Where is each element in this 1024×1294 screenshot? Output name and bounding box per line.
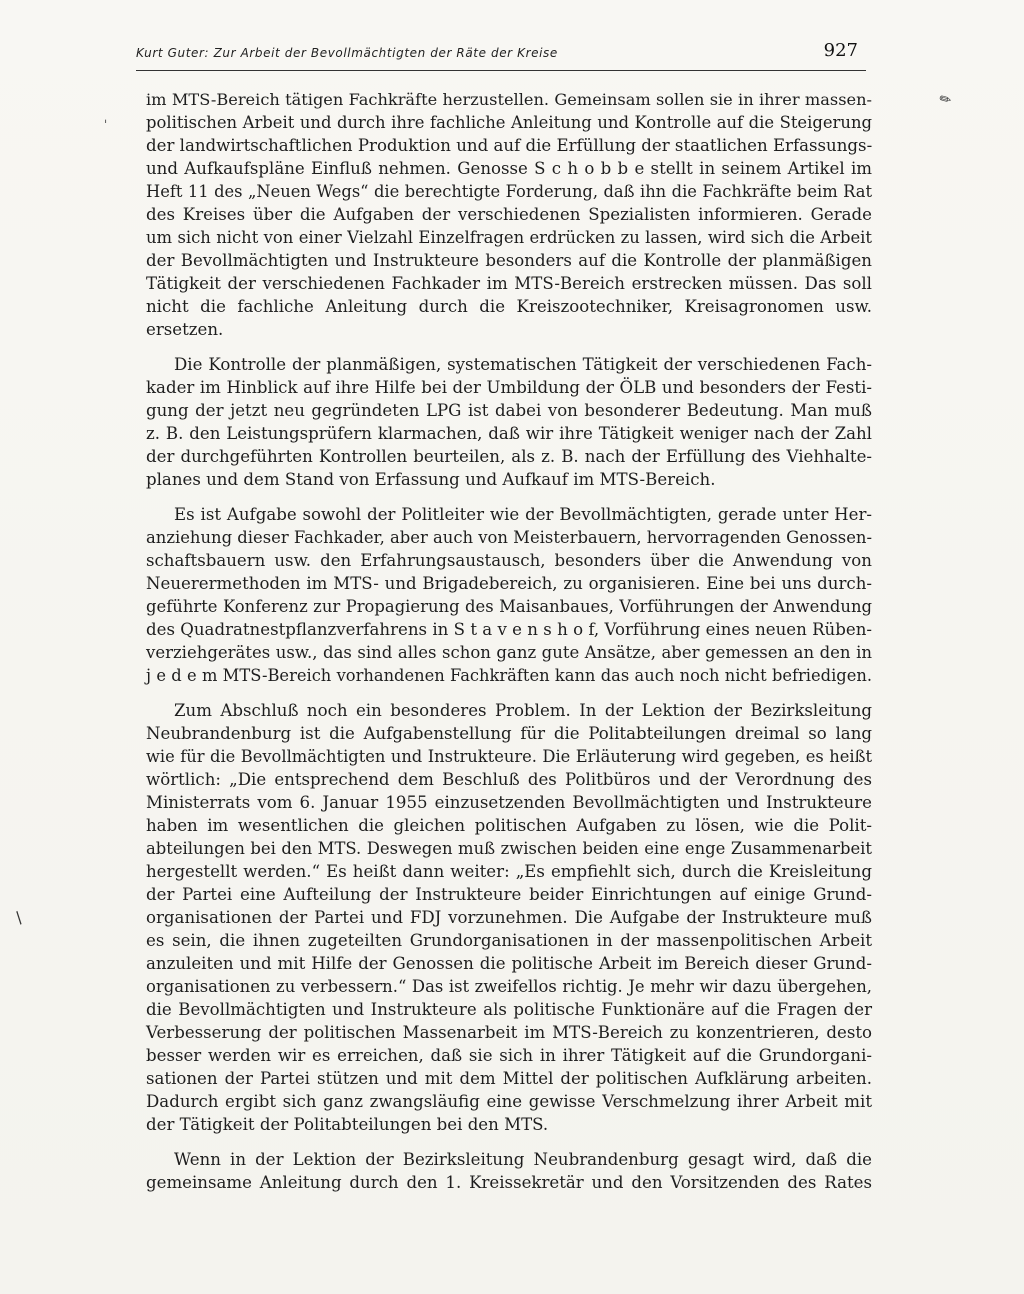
text-line: und Aufkaufspläne Einfluß nehmen. Genosse S c h o b b e stellt in seinem Artikel im xyxy=(146,159,872,178)
text-line: Die Kontrolle der planmäßigen, systematischen Tätigkeit der verschiedenen Fach- xyxy=(174,355,872,374)
text-line: j e d e m MTS-Bereich vorhandenen Fachkräften kann das auch noch nicht befriedigen. xyxy=(146,666,872,685)
text-line: organisationen zu verbessern.“ Das ist zweifellos richtig. Je mehr wir dazu übergehen, xyxy=(146,977,872,996)
text-line: nicht die fachliche Anleitung durch die Kreiszootechniker, Kreisagronomen usw. xyxy=(146,297,872,316)
text-line: wörtlich: „Die entsprechend dem Beschluß des Politbüros und der Verordnung des xyxy=(146,770,872,789)
text-line: schaftsbauern usw. den Erfahrungsaustausch, besonders über die Anwendung von xyxy=(146,551,872,570)
text-line: es sein, die ihnen zugeteilten Grundorganisationen in der massenpolitischen Arbeit xyxy=(146,931,872,950)
paragraph xyxy=(146,1148,872,1194)
text-line: der Bevollmächtigten und Instrukteure besonders auf die Kontrolle der planmäßigen xyxy=(146,251,872,270)
text-line: der Tätigkeit der Politabteilungen bei den MTS. xyxy=(146,1115,549,1134)
text-line: planes und dem Stand von Erfassung und Aufkauf im MTS-Bereich. xyxy=(146,470,716,489)
margin-mark: ✎ xyxy=(936,90,955,110)
text-line: besser werden wir es erreichen, daß sie sich in ihrer Tätigkeit auf die Grundorgani- xyxy=(146,1046,872,1065)
margin-mark: ˈ xyxy=(104,118,108,132)
text-line: der landwirtschaftlichen Produktion und auf die Erfüllung der staatlichen Erfassungs- xyxy=(146,136,873,155)
text-line: des Kreises über die Aufgaben der verschiedenen Spezialisten informieren. Gerade xyxy=(146,205,872,224)
header-rule xyxy=(136,70,866,71)
text-line: Neubrandenburg ist die Aufgabenstellung für die Politabteilungen dreimal so lang xyxy=(146,724,872,743)
text-line: des Quadratnestpflanzverfahrens in S t a v e n s h o f, Vorführung eines neuen Rüben- xyxy=(146,620,872,639)
text-line: Zum Abschluß noch ein besonderes Problem. In der Lektion der Bezirksleitung xyxy=(174,701,872,720)
text-line: verziehgerätes usw., das sind alles schon ganz gute Ansätze, aber gemessen an den in xyxy=(146,643,872,662)
text-line: hergestellt werden.“ Es heißt dann weiter: „Es empfiehlt sich, durch die Kreisleitung xyxy=(146,862,872,881)
text-line: kader im Hinblick auf ihre Hilfe bei der Umbildung der ÖLB und besonders der Festi- xyxy=(146,378,872,397)
text-line: politischen Arbeit und durch ihre fachliche Anleitung und Kontrolle auf die Steigerung xyxy=(146,113,872,132)
text-line: der Partei eine Aufteilung der Instrukteure beider Einrichtungen auf einige Grund- xyxy=(146,885,872,904)
text-line: Dadurch ergibt sich ganz zwangsläufig eine gewisse Verschmelzung ihrer Arbeit mit xyxy=(146,1092,872,1111)
paragraph xyxy=(146,88,872,341)
text-line: geführte Konferenz zur Propagierung des Maisanbaues, Vorführungen der Anwendung xyxy=(146,597,872,616)
paragraph xyxy=(146,699,872,1136)
text-line: gemeinsame Anleitung durch den 1. Kreissekretär und den Vorsitzenden des Rates xyxy=(146,1173,872,1192)
text-line: z. B. den Leistungsprüfern klarmachen, daß wir ihre Tätigkeit weniger nach der Zahl xyxy=(146,424,872,443)
text-line: anzuleiten und mit Hilfe der Genossen die politische Arbeit im Bereich dieser Grund- xyxy=(146,954,872,973)
text-line: organisationen der Partei und FDJ vorzunehmen. Die Aufgabe der Instrukteure muß xyxy=(146,908,872,927)
page-number: 927 xyxy=(823,40,858,61)
paragraph xyxy=(146,353,872,491)
text-line: gung der jetzt neu gegründeten LPG ist dabei von besonderer Bedeutung. Man muß xyxy=(146,401,872,420)
text-line: um sich nicht von einer Vielzahl Einzelfragen erdrücken zu lassen, wird sich die Arbeit xyxy=(146,228,872,247)
paragraph xyxy=(146,503,872,687)
text-line: Neuerermethoden im MTS- und Brigadebereich, zu organisieren. Eine bei uns durch- xyxy=(146,574,872,593)
text-line: abteilungen bei den MTS. Deswegen muß zwischen beiden eine enge Zusammenarbeit xyxy=(146,839,872,858)
text-line: anziehung dieser Fachkader, aber auch von Meisterbauern, hervorragenden Genossen- xyxy=(146,528,872,547)
text-line: Tätigkeit der verschiedenen Fachkader im MTS-Bereich erstrecken müssen. Das soll xyxy=(146,274,872,293)
text-line: Ministerrats vom 6. Januar 1955 einzusetzenden Bevollmächtigten und Instrukteure xyxy=(146,793,872,812)
text-line: haben im wesentlichen die gleichen politischen Aufgaben zu lösen, wie die Polit- xyxy=(146,816,872,835)
margin-mark: / xyxy=(11,908,27,927)
text-line: Verbesserung der politischen Massenarbeit im MTS-Bereich zu konzentrieren, desto xyxy=(146,1023,872,1042)
text-line: Wenn in der Lektion der Bezirksleitung Neubrandenburg gesagt wird, daß die xyxy=(174,1150,872,1169)
text-line: der durchgeführten Kontrollen beurteilen, als z. B. nach der Erfüllung des Viehhalte- xyxy=(146,447,872,466)
text-line: ersetzen. xyxy=(146,320,224,339)
text-line: Heft 11 des „Neuen Wegs“ die berechtigte Forderung, daß ihn die Fachkräfte beim Rat xyxy=(146,182,872,201)
article-body xyxy=(146,88,872,1206)
text-line: im MTS-Bereich tätigen Fachkräfte herzustellen. Gemeinsam sollen sie in ihrer massen- xyxy=(146,90,872,109)
text-line: sationen der Partei stützen und mit dem Mittel der politischen Aufklärung arbeiten. xyxy=(146,1069,872,1088)
text-line: Es ist Aufgabe sowohl der Politleiter wie der Bevollmächtigten, gerade unter Her- xyxy=(174,505,872,524)
running-head: Kurt Guter: Zur Arbeit der Bevollmächtigten der Räte der Kreise xyxy=(136,46,558,60)
text-line: wie für die Bevollmächtigten und Instrukteure. Die Erläuterung wird gegeben, es heißt xyxy=(146,747,872,766)
page-header xyxy=(136,40,864,68)
text-line: die Bevollmächtigten und Instrukteure als politische Funktionäre auf die Fragen der xyxy=(146,1000,872,1019)
